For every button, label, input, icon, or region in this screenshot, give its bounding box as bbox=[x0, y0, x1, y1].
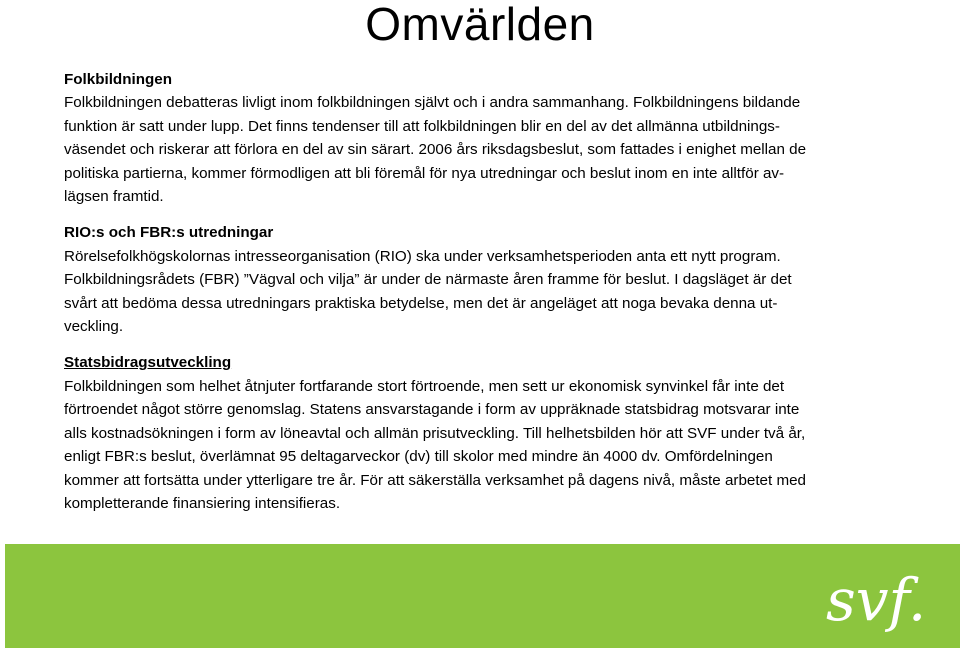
text-line: kompletterande finansiering intensifieras. bbox=[64, 494, 341, 512]
text-line: enligt FBR:s beslut, överlämnat 95 deltagarveckor (dv) till skolor med mindre än 4000 dv. Omfördelningen bbox=[64, 448, 773, 466]
text-line: funktion är satt under lupp. Det finns tendenser till att folkbildningen blir en del av det allmänna utbildnings- bbox=[64, 117, 780, 135]
section-heading: Statsbidragsutveckling bbox=[64, 354, 232, 372]
text-line: Folkbildningen som helhet åtnjuter fortfarande stort förtroende, men sett ur ekonomisk synvinkel får inte det bbox=[64, 377, 785, 395]
text-line: politiska partierna, kommer förmodligen att bli föremål för nya utredningar och beslut inom en inte alltför av- bbox=[64, 164, 785, 182]
text-line: alls kostnadsökningen i form av löneavtal och allmän prisutveckling. Till helhetsbilden hör att SVF under två år, bbox=[64, 424, 806, 442]
text-line: lägsen framtid. bbox=[64, 188, 164, 206]
text-line: väsendet och riskerar att förlora en del av sin särart. 2006 års riksdagsbeslut, som fattades i enighet mellan de bbox=[64, 141, 807, 159]
svf-logo bbox=[824, 552, 934, 644]
section-paragraph bbox=[64, 91, 900, 208]
text-line: svårt att bedöma dessa utredningars praktiska betydelse, men det är angeläget att noga bevaka denna ut- bbox=[64, 294, 778, 312]
page-title: Omvärlden bbox=[365, 0, 595, 50]
text-line: förtroendet något större genomslag. Statens ansvarstagande i form av uppräknade statsbidrag motsvarar inte bbox=[64, 401, 800, 419]
text-line: Rörelsefolkhögskolornas intresseorganisation (RIO) ska under verksamhetsperioden anta ett nytt program. bbox=[64, 247, 781, 265]
section-heading: RIO:s och FBR:s utredningar bbox=[64, 224, 274, 242]
text-line: kommer att fortsätta under ytterligare tre år. För att säkerställa verksamhet på dagens nivå, måste arbetet med bbox=[64, 471, 806, 489]
section-utredningar bbox=[64, 221, 900, 338]
logo-text: svf. bbox=[826, 566, 927, 634]
section-paragraph bbox=[64, 245, 900, 339]
text-line: Folkbildningsrådets (FBR) ”Vägval och vilja” är under de närmaste åren framme för beslut. I dagsläget är det bbox=[64, 271, 792, 289]
document-body bbox=[64, 68, 900, 528]
text-line: Folkbildningen debatteras livligt inom folkbildningen självt och i andra sammanhang. Folkbildningens bildande bbox=[64, 94, 801, 112]
footer-band bbox=[5, 544, 960, 648]
section-folkbildningen bbox=[64, 68, 900, 208]
section-statsbidrag bbox=[64, 351, 900, 515]
section-heading: Folkbildningen bbox=[64, 71, 172, 88]
section-paragraph bbox=[64, 375, 900, 515]
text-line: veckling. bbox=[64, 318, 124, 336]
